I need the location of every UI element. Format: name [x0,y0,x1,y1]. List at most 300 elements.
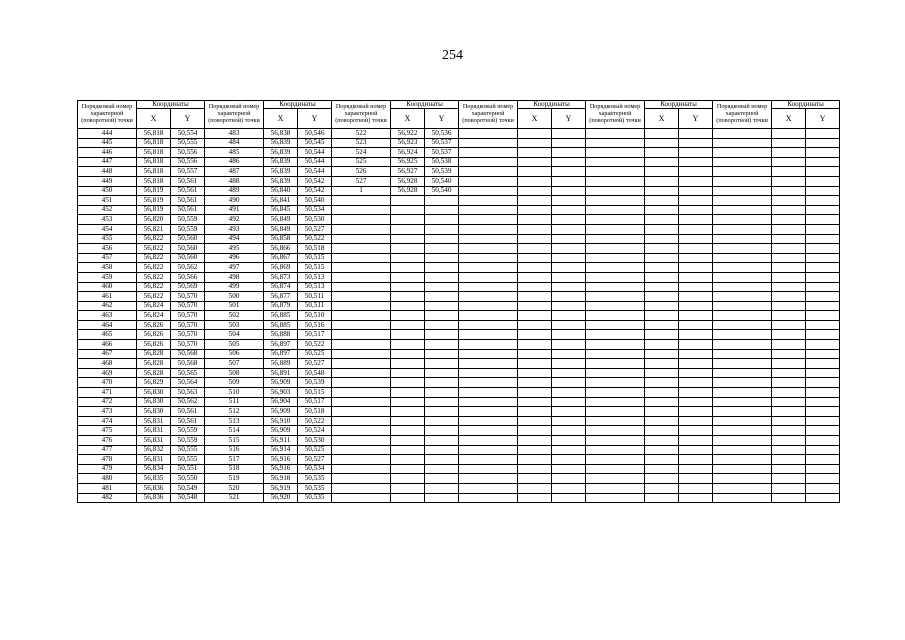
x-cell [518,330,552,340]
x-cell [645,129,679,139]
table-row [78,320,840,330]
x-cell [772,186,806,196]
y-cell [679,378,713,388]
y-cell [552,129,586,139]
x-cell: 56,822 [137,272,171,282]
y-cell [806,426,840,436]
x-cell: 56,918 [264,474,298,484]
point-number-cell [586,368,645,378]
y-cell [679,330,713,340]
y-cell [679,263,713,273]
point-number-cell [459,263,518,273]
point-number-cell: 447 [78,157,137,167]
x-cell: 56,839 [264,148,298,158]
y-cell [552,388,586,398]
point-number-cell [586,176,645,186]
x-cell [772,244,806,254]
x-cell [645,445,679,455]
point-number-cell [459,157,518,167]
y-cell: 50,530 [298,215,332,225]
y-cell [425,464,459,474]
x-cell [772,224,806,234]
y-cell [425,320,459,330]
x-cell [645,340,679,350]
point-number-cell [586,167,645,177]
x-cell [645,397,679,407]
point-number-cell [459,311,518,321]
point-number-cell [713,378,772,388]
point-number-cell [713,349,772,359]
y-cell [552,234,586,244]
x-cell [391,436,425,446]
point-number-cell [586,464,645,474]
point-number-cell: 486 [205,157,264,167]
point-number-cell: 448 [78,167,137,177]
x-cell: 56,839 [264,157,298,167]
x-cell [391,311,425,321]
x-cell [391,340,425,350]
x-cell [391,205,425,215]
point-number-cell: 507 [205,359,264,369]
point-number-cell [713,359,772,369]
point-number-cell: 454 [78,224,137,234]
y-cell [806,129,840,139]
x-cell [645,311,679,321]
x-cell [772,282,806,292]
y-cell [552,263,586,273]
point-number-cell: 500 [205,292,264,302]
x-cell [772,167,806,177]
y-cell [806,292,840,302]
y-cell: 50,554 [171,129,205,139]
y-cell: 50,517 [298,397,332,407]
x-cell: 56,909 [264,407,298,417]
x-cell [518,176,552,186]
y-cell: 50,559 [171,215,205,225]
x-cell: 56,840 [264,186,298,196]
y-cell [679,196,713,206]
page-number: 254 [442,48,463,63]
x-cell: 56,897 [264,349,298,359]
x-cell [518,368,552,378]
point-number-cell: 488 [205,176,264,186]
y-cell: 50,522 [298,234,332,244]
x-cell: 56,916 [264,455,298,465]
point-number-cell [332,311,391,321]
point-number-cell: 483 [205,129,264,139]
x-cell: 56,909 [264,426,298,436]
x-cell [645,320,679,330]
x-cell: 56,818 [137,157,171,167]
y-cell: 50,544 [298,167,332,177]
y-cell [552,272,586,282]
table-row [78,263,840,273]
coordinates-table [77,100,840,503]
y-cell: 50,550 [171,474,205,484]
x-cell [772,340,806,350]
x-cell: 56,836 [137,493,171,503]
x-cell: 56,819 [137,196,171,206]
x-cell [518,301,552,311]
x-cell [518,455,552,465]
x-cell: 56,839 [264,167,298,177]
point-number-cell [332,234,391,244]
y-cell [806,167,840,177]
point-number-cell: 462 [78,301,137,311]
point-number-cell [459,176,518,186]
table-row [78,215,840,225]
y-cell [806,311,840,321]
point-number-cell [586,349,645,359]
x-cell: 56,849 [264,224,298,234]
y-cell [425,196,459,206]
point-number-cell [459,436,518,446]
point-number-cell [586,320,645,330]
point-number-cell [713,196,772,206]
header-coordinates: Координаты [264,101,332,109]
point-number-cell [586,224,645,234]
point-number-cell [713,436,772,446]
y-cell [552,282,586,292]
y-cell: 50,540 [425,186,459,196]
y-cell: 50,551 [171,464,205,474]
x-cell [518,340,552,350]
point-number-cell: 496 [205,253,264,263]
y-cell [806,272,840,282]
header-y: Y [171,109,205,129]
y-cell [806,455,840,465]
x-cell: 56,923 [391,138,425,148]
y-cell [425,378,459,388]
x-cell [772,196,806,206]
table-row [78,416,840,426]
y-cell: 50,563 [171,388,205,398]
x-cell [518,272,552,282]
header-coordinates: Координаты [137,101,205,109]
x-cell: 56,916 [264,464,298,474]
point-number-cell: 464 [78,320,137,330]
x-cell [772,311,806,321]
x-cell: 56,889 [264,359,298,369]
point-number-cell [332,205,391,215]
point-number-cell: 489 [205,186,264,196]
point-number-cell: 494 [205,234,264,244]
table-row [78,292,840,302]
y-cell [806,340,840,350]
x-cell [391,196,425,206]
y-cell: 50,513 [298,272,332,282]
point-number-cell [713,464,772,474]
x-cell [391,493,425,503]
x-cell [391,234,425,244]
x-cell [518,349,552,359]
y-cell [552,493,586,503]
x-cell: 56,828 [137,368,171,378]
x-cell [518,407,552,417]
x-cell [518,186,552,196]
point-number-cell: 466 [78,340,137,350]
table-row [78,330,840,340]
y-cell: 50,522 [298,416,332,426]
point-number-cell [713,340,772,350]
header-point-number: Порядковый номер характерной (поворотной) точки [713,101,772,129]
y-cell [806,359,840,369]
table-row [78,224,840,234]
y-cell [425,416,459,426]
point-number-cell [586,311,645,321]
header-coordinates: Координаты [645,101,713,109]
y-cell: 50,570 [171,340,205,350]
y-cell: 50,522 [298,340,332,350]
point-number-cell: 467 [78,349,137,359]
y-cell [679,445,713,455]
point-number-cell: 518 [205,464,264,474]
y-cell [552,215,586,225]
table-row [78,157,840,167]
table-row [78,464,840,474]
point-number-cell: 503 [205,320,264,330]
point-number-cell [713,493,772,503]
x-cell [391,224,425,234]
x-cell [518,282,552,292]
point-number-cell: 501 [205,301,264,311]
x-cell [391,320,425,330]
point-number-cell [332,196,391,206]
y-cell [679,253,713,263]
point-number-cell [332,272,391,282]
point-number-cell: 453 [78,215,137,225]
x-cell: 56,828 [137,349,171,359]
point-number-cell [332,416,391,426]
point-number-cell [459,292,518,302]
point-number-cell: 446 [78,148,137,158]
x-cell [518,292,552,302]
point-number-cell [332,397,391,407]
y-cell: 50,561 [171,186,205,196]
point-number-cell [586,186,645,196]
x-cell [391,407,425,417]
y-cell: 50,510 [298,311,332,321]
y-cell [425,272,459,282]
x-cell [518,157,552,167]
point-number-cell [713,186,772,196]
header-y: Y [679,109,713,129]
x-cell [391,397,425,407]
y-cell [425,483,459,493]
header-coordinates: Координаты [391,101,459,109]
point-number-cell: 472 [78,397,137,407]
x-cell [518,388,552,398]
x-cell: 56,830 [137,407,171,417]
y-cell [679,176,713,186]
y-cell: 50,537 [425,138,459,148]
x-cell [772,493,806,503]
point-number-cell: 504 [205,330,264,340]
y-cell [806,234,840,244]
point-number-cell: 478 [78,455,137,465]
x-cell [645,205,679,215]
x-cell [518,359,552,369]
x-cell: 56,927 [391,167,425,177]
y-cell: 50,539 [425,167,459,177]
y-cell [679,148,713,158]
table-row [78,445,840,455]
x-cell: 56,831 [137,436,171,446]
y-cell [806,445,840,455]
x-cell [518,378,552,388]
x-cell: 56,819 [137,186,171,196]
x-cell: 56,904 [264,397,298,407]
y-cell: 50,556 [171,157,205,167]
point-number-cell: 456 [78,244,137,254]
x-cell: 56,819 [137,205,171,215]
x-cell [645,138,679,148]
y-cell [806,474,840,484]
x-cell: 56,824 [137,301,171,311]
point-number-cell [713,138,772,148]
x-cell: 56,866 [264,244,298,254]
point-number-cell [713,244,772,254]
point-number-cell: 471 [78,388,137,398]
x-cell [645,167,679,177]
x-cell [391,378,425,388]
y-cell [552,253,586,263]
x-cell: 56,925 [391,157,425,167]
point-number-cell: 473 [78,407,137,417]
point-number-cell [586,138,645,148]
point-number-cell: 493 [205,224,264,234]
point-number-cell [459,148,518,158]
header-coordinates: Координаты [518,101,586,109]
point-number-cell [586,244,645,254]
point-number-cell: 460 [78,282,137,292]
y-cell [806,148,840,158]
y-cell: 50,566 [171,272,205,282]
point-number-cell [332,426,391,436]
x-cell [391,474,425,484]
y-cell [552,138,586,148]
table-row [78,176,840,186]
y-cell: 50,538 [425,157,459,167]
header-point-number: Порядковый номер характерной (поворотной) точки [332,101,391,129]
point-number-cell: 468 [78,359,137,369]
point-number-cell [459,368,518,378]
point-number-cell: 521 [205,493,264,503]
y-cell [425,224,459,234]
point-number-cell: 519 [205,474,264,484]
x-cell: 56,835 [137,474,171,484]
y-cell [806,205,840,215]
point-number-cell: 495 [205,244,264,254]
x-cell: 56,877 [264,292,298,302]
point-number-cell [586,378,645,388]
x-cell [645,292,679,302]
point-number-cell [713,292,772,302]
x-cell: 56,829 [137,378,171,388]
point-number-cell [459,426,518,436]
x-cell: 56,885 [264,311,298,321]
point-number-cell [459,282,518,292]
y-cell: 50,545 [298,138,332,148]
point-number-cell [459,483,518,493]
x-cell [518,196,552,206]
point-number-cell [713,320,772,330]
x-cell [645,359,679,369]
x-cell [518,474,552,484]
point-number-cell [459,378,518,388]
point-number-cell [332,292,391,302]
y-cell [679,368,713,378]
x-cell: 56,891 [264,368,298,378]
x-cell: 56,928 [391,176,425,186]
x-cell [772,455,806,465]
point-number-cell [459,234,518,244]
point-number-cell: 490 [205,196,264,206]
table-row [78,397,840,407]
table-row [78,234,840,244]
x-cell [772,301,806,311]
y-cell [425,205,459,215]
y-cell [806,244,840,254]
x-cell [645,455,679,465]
y-cell [552,416,586,426]
x-cell [645,186,679,196]
y-cell [552,445,586,455]
header-x: X [772,109,806,129]
point-number-cell: 484 [205,138,264,148]
y-cell: 50,568 [171,349,205,359]
x-cell [518,416,552,426]
x-cell: 56,849 [264,215,298,225]
table-row [78,359,840,369]
point-number-cell [586,292,645,302]
point-number-cell [332,282,391,292]
point-number-cell: 513 [205,416,264,426]
point-number-cell [586,416,645,426]
x-cell [645,196,679,206]
y-cell: 50,535 [298,474,332,484]
point-number-cell [459,167,518,177]
x-cell [645,483,679,493]
x-cell: 56,841 [264,196,298,206]
point-number-cell [586,474,645,484]
x-cell: 56,911 [264,436,298,446]
x-cell [645,157,679,167]
point-number-cell [459,359,518,369]
x-cell [518,215,552,225]
table-row [78,272,840,282]
x-cell [391,483,425,493]
point-number-cell: 457 [78,253,137,263]
table-row [78,426,840,436]
point-number-cell [586,483,645,493]
y-cell [552,186,586,196]
y-cell [552,436,586,446]
x-cell [772,397,806,407]
x-cell [772,234,806,244]
point-number-cell [332,349,391,359]
y-cell [806,349,840,359]
y-cell: 50,568 [171,359,205,369]
y-cell [679,234,713,244]
y-cell: 50,540 [298,196,332,206]
y-cell [806,378,840,388]
y-cell [679,186,713,196]
y-cell [679,474,713,484]
y-cell [552,224,586,234]
header-y: Y [806,109,840,129]
point-number-cell [332,224,391,234]
